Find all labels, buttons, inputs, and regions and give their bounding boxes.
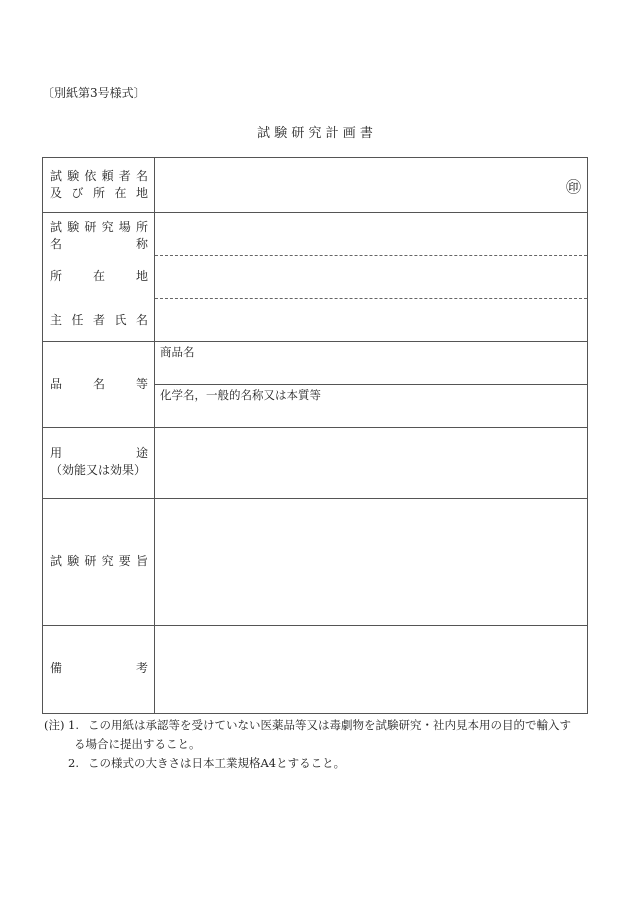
label-location: 所在地 [50, 269, 148, 283]
notes-prefix: (注) [44, 718, 65, 732]
label-applicant: 試験依頼者名 [50, 169, 148, 183]
product-trade-name-field[interactable]: 商品名 [160, 345, 195, 359]
product-chemical-name-field[interactable]: 化学名，一般的名称又は本質等 [160, 388, 321, 402]
label-remarks: 備考 [50, 661, 148, 675]
note1-text: この用紙は承認等を受けていない医薬品等又は毒劇物を試験研究・社内見本用の目的で輸入す [88, 718, 571, 732]
label-supervisor: 主任者氏名 [50, 313, 148, 327]
label-product: 品名等 [50, 377, 148, 391]
label-site-name: 試験研究場所 [50, 220, 148, 234]
form-number: 〔別紙第3号様式〕 [42, 86, 146, 100]
note2-text: この様式の大きさは日本工業規格A4とすること。 [88, 756, 346, 770]
note1-text-cont: る場合に提出すること。 [74, 737, 201, 751]
label-summary: 試験研究要旨 [50, 554, 148, 568]
page-title: 試 験 研 究 計 画 書 [257, 126, 373, 141]
label-use-effect: （効能又は効果） [49, 463, 146, 477]
note2-number: 2. [68, 756, 79, 770]
label-site-name-2b: 称 [136, 237, 149, 251]
note1-number: 1. [68, 718, 79, 732]
label-applicant-address: 及び所在地 [50, 186, 148, 200]
label-use: 用途 [50, 446, 148, 460]
seal-icon: ㊞ [566, 178, 582, 196]
label-site-name-2a: 名 [50, 237, 63, 251]
